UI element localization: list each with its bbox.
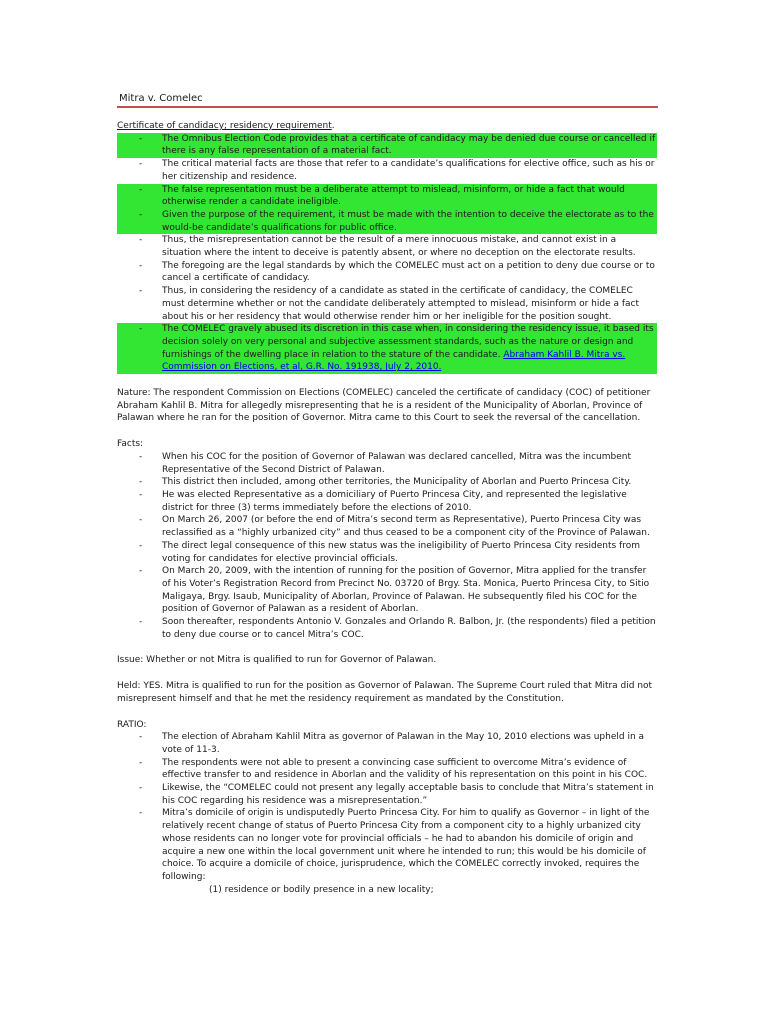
issue-paragraph: Issue: Whether or not Mitra is qualified to run for Governor of Palawan. [117, 655, 437, 666]
fact-item: - On March 26, 2007 (or before the end of Mitra’s second term as Representative), Puerto Princesa City was reclassified as a “highly urbanized city” and thus ceased to be a component city of the Province of Palawan. [117, 514, 657, 539]
ratio-label: RATIO: [117, 719, 147, 730]
document-body [117, 120, 657, 896]
doctrine-item [117, 260, 657, 285]
fact-item: - He was elected Representative as a domiciliary of Puerto Princesa City, and represented the legislative district for three (3) terms immediately before the elections of 2010. [117, 489, 657, 514]
doctrine-text: The critical material facts are those that refer to a candidate’s qualifications for elective office, such as his or her citizenship and residence. [162, 159, 655, 182]
doctrine-heading-period: . [331, 121, 335, 131]
fact-item: - The direct legal consequence of this new status was the ineligibility of Puerto Princesa City residents from voting for candidates for elective provincial officials. [117, 540, 657, 565]
ratio-list [117, 731, 657, 883]
ratio-item: - The election of Abraham Kahlil Mitra as governor of Palawan in the May 10, 2010 elections was upheld in a vote of 11-3. [117, 731, 657, 756]
ratio-item: - Likewise, the “COMELEC could not present any legally acceptable basis to conclude that Mitra’s statement in his COC regarding his residence was a misrepresentation.” [117, 782, 657, 807]
case-citation: Abraham Kahlil B. Mitra vs. Commission on Elections, et al, G.R. No. 191938, July 2, 2010. [162, 349, 626, 373]
doctrine-heading [117, 120, 657, 133]
nature-paragraph: Nature: The respondent Commission on Elections (COMELEC) canceled the certificate of candidacy (COC) of petitioner Abraham Kahlil B. Mitra for allegedly misrepresenting that he is a resident of the Municipality of Aborlan, Province of Palawan where he ran for the position of Governor. Mitra came to this Court to seek the reversal of the cancellation. [117, 388, 651, 424]
doctrine-text: The false representation must be a deliberate attempt to mislead, misinform, or hide a fact that would otherwise render a candidate ineligible. [162, 184, 625, 208]
doctrine-text: The foregoing are the legal standards by which the COMELEC must act on a petition to deny due course or to cancel a certificate of candidacy. [162, 260, 655, 284]
fact-item: - Soon thereafter, respondents Antonio V. Gonzales and Orlando R. Balbon, Jr. (the respondents) filed a petition to deny due course or to cancel Mitra’s COC. [117, 616, 657, 641]
ratio-item: - The respondents were not able to present a convincing case sufficient to overcome Mitra’s evidence of effective transfer to and residence in Aborlan and the validity of his representation on this point in his COC. [117, 757, 657, 782]
ratio-item: - Mitra’s domicile of origin is undisputedly Puerto Princesa City. For him to qualify as Governor – in light of the relatively recent change of status of Puerto Princesa City from a component city to a highly urbanized city whose residents can no longer vote for provincial officials – he had to abandon his domicile of origin and acquire a new one within the local government unit where he intended to run; this would be his domicile of choice. To acquire a domicile of choice, jurisprudence, which the COMELEC correctly invoked, requires the following: [117, 807, 657, 883]
fact-item: - This district then included, among other territories, the Municipality of Aborlan and Puerto Princesa City. [117, 476, 657, 489]
doctrine-text: The Omnibus Election Code provides that a certificate of candidacy may be denied due course or cancelled if there is any false representation of a material fact. [162, 133, 656, 157]
doctrine-text: The COMELEC gravely abused its discretion in this case when, in considering the residency issue, it based its decision solely on very personal and subjective assessment standards, such as the nature or design and furnishings of the dwelling place in relation to the stature of the candidate. [162, 324, 654, 360]
title-divider [117, 106, 658, 108]
document-title: Mitra v. Comelec [119, 93, 203, 104]
fact-item: - When his COC for the position of Governor of Palawan was declared cancelled, Mitra was the incumbent Representative of the Second District of Palawan. [117, 451, 657, 476]
facts-list [117, 451, 657, 642]
doctrine-item [117, 209, 657, 234]
doctrine-heading-text: Certificate of candidacy; residency requirement [117, 121, 332, 131]
held-paragraph: Held: YES. Mitra is qualified to run for the position as Governor of Palawan. The Supreme Court ruled that Mitra did not misrepresent himself and that he met the residency requirement as mandated by the Constitution. [117, 681, 653, 704]
doctrine-item [117, 285, 657, 323]
ratio-subitem: (1) residence or bodily presence in a new locality; [209, 884, 434, 895]
doctrine-item [117, 133, 657, 158]
doctrine-item [117, 184, 657, 209]
facts-label: Facts: [117, 439, 144, 450]
doctrine-item [117, 234, 657, 259]
doctrine-list [117, 133, 657, 374]
fact-item: - On March 20, 2009, with the intention of running for the position of Governor, Mitra applied for the transfer of his Voter’s Registration Record from Precinct No. 03720 of Brgy. Sta. Monica, Puerto Princesa City, to Sitio Maligaya, Brgy. Isaub, Municipality of Aborlan, Province of Palawan. He subsequently filed his COC for the position of Governor of Palawan as a resident of Aborlan. [117, 565, 657, 616]
doctrine-item [117, 158, 657, 183]
doctrine-text: Thus, in considering the residency of a candidate as stated in the certificate of candidacy, the COMELEC must determine whether or not the candidate deliberately attempted to mislead, misinform or hide a fact about his or her residency that would otherwise render him or her ineligible for the position sought. [162, 286, 640, 322]
doctrine-item-highlighted [117, 323, 657, 374]
doctrine-text: Thus, the misrepresentation cannot be the result of a mere innocuous mistake, and cannot exist in a situation where the intent to deceive is patently absent, or where no deception on the electorate results. [162, 235, 636, 259]
doctrine-text: Given the purpose of the requirement, it must be made with the intention to deceive the electorate as to the would-be candidate’s qualifications for public office. [162, 209, 654, 233]
